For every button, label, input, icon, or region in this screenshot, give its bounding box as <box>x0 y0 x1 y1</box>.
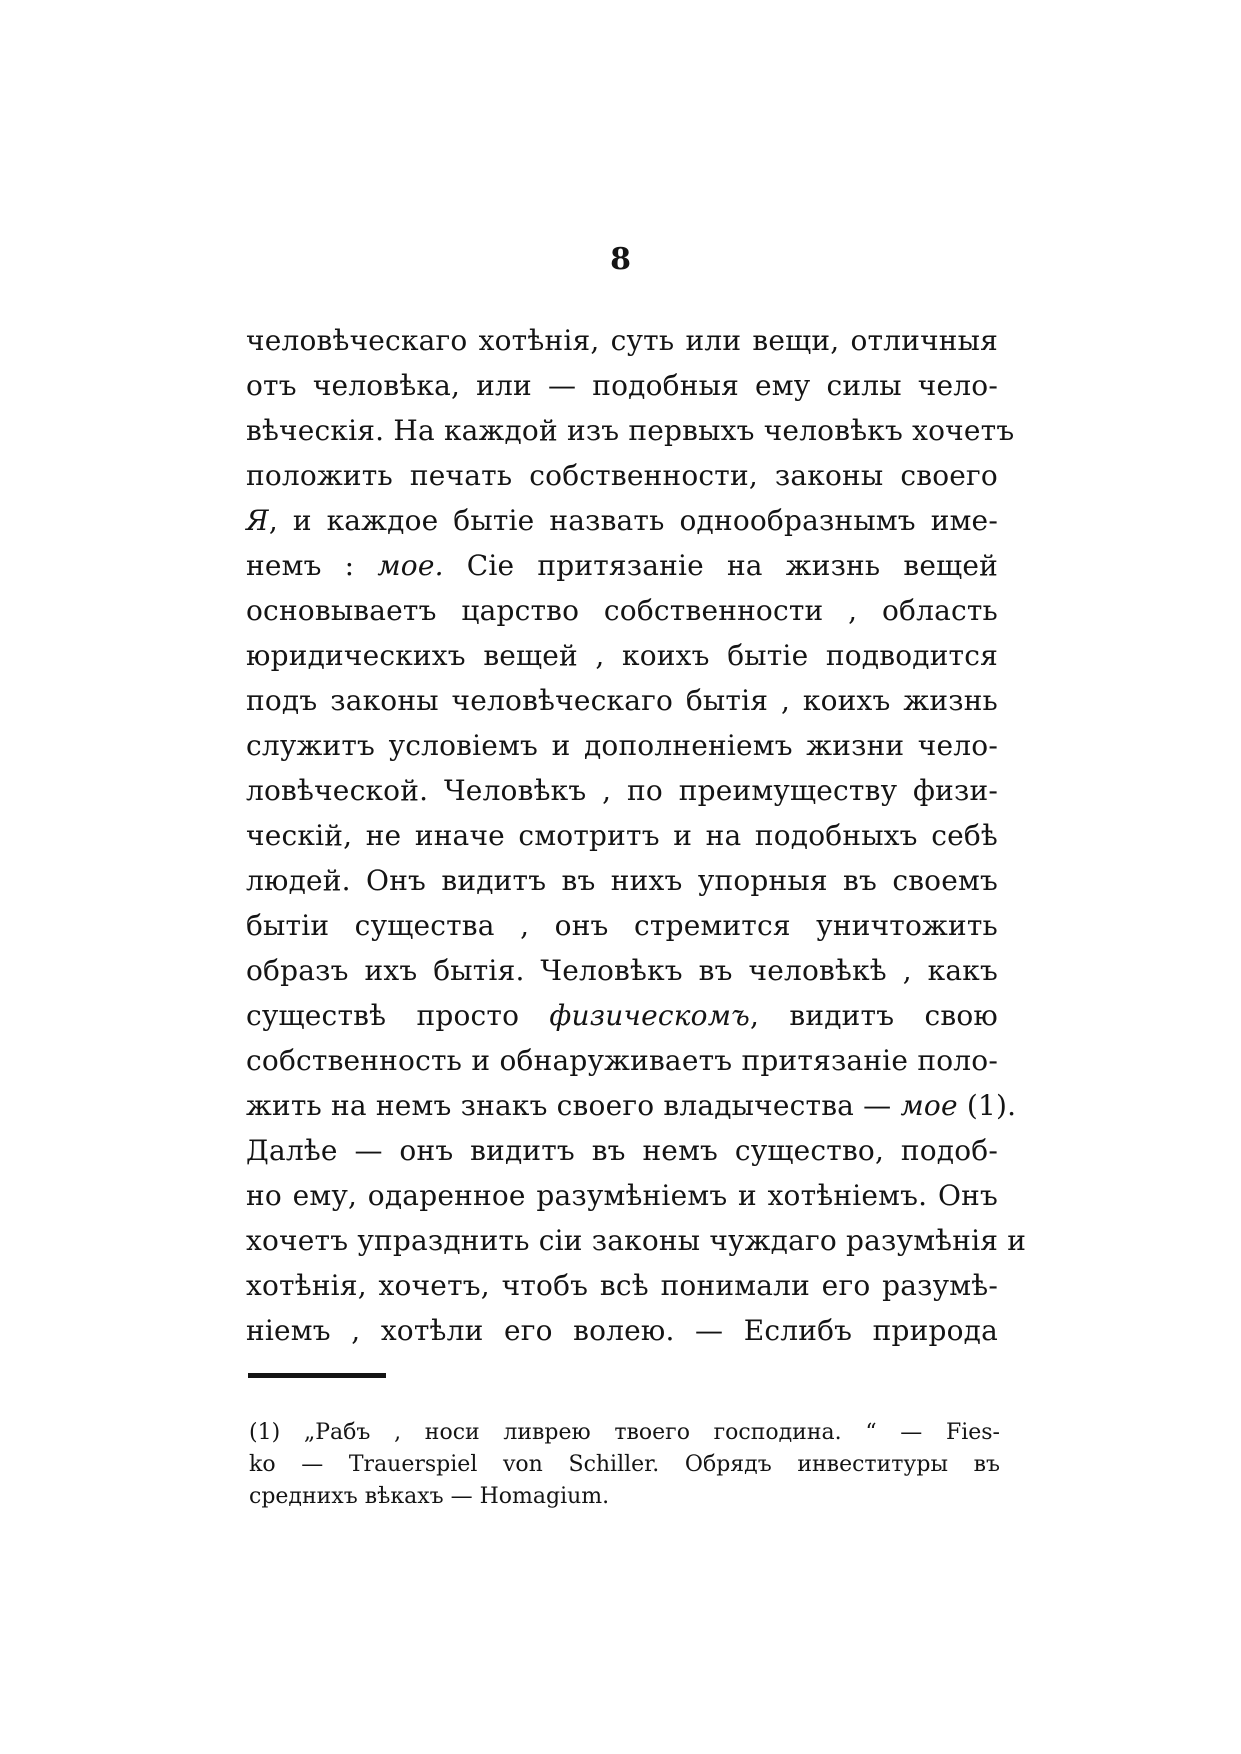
text-line <box>246 543 998 588</box>
text-line: вѣческія. На каждой изъ первыхъ человѣкъ хочетъ <box>246 414 1015 447</box>
text-line <box>246 993 998 1038</box>
text-line: хотѣнія, хочетъ, чтобъ всѣ понимали его разумѣ- <box>246 1269 998 1302</box>
text-line: ніемъ , хотѣли его волею. — Еслибъ природа <box>246 1314 998 1347</box>
text-line: подъ законы человѣческаго бытія , коихъ жизнь <box>246 684 998 717</box>
text-fragment: , и каждое бытіе назвать однообразнымъ име- <box>268 504 998 537</box>
text-line: бытіи существа , онъ стремится уничтожить <box>246 909 998 942</box>
footnote-line: ko — Trauerspiel von Schiller. Обрядъ инвеституры въ <box>249 1452 1000 1477</box>
text-line <box>246 498 998 543</box>
text-line: но ему, одаренное разумѣніемъ и хотѣніемъ. Онъ <box>246 1179 998 1212</box>
text-line: ловѣческой. Человѣкъ , по преимуществу физи- <box>246 774 998 807</box>
text-fragment: существѣ просто <box>246 999 550 1032</box>
text-line: хочетъ упразднить сіи законы чуждаго разумѣнія и <box>246 1224 1027 1257</box>
text-line: образъ ихъ бытія. Человѣкъ въ человѣкѣ , какъ <box>246 954 998 987</box>
text-line: отъ человѣка, или — подобныя ему силы чело- <box>246 369 998 402</box>
italic-text: физическомъ <box>549 999 751 1032</box>
text-fragment: (1). <box>957 1089 1017 1122</box>
italic-text: мое <box>900 1089 958 1122</box>
footnote-divider <box>248 1373 386 1378</box>
footnote-line: (1) „Рабъ , носи ливрею твоего господина. “ — Fies- <box>249 1420 1000 1445</box>
text-line: Далѣе — онъ видитъ въ немъ существо, подоб- <box>246 1134 998 1167</box>
italic-text: Я <box>246 504 269 537</box>
text-line <box>246 1083 1017 1128</box>
text-fragment: жить на немъ знакъ своего владычества — <box>246 1089 901 1122</box>
text-line: основываетъ царство собственности , область <box>246 594 998 627</box>
text-fragment: , видитъ свою <box>750 999 998 1032</box>
footnote <box>249 1417 1000 1513</box>
footnote-line: среднихъ вѣкахъ — Homagium. <box>249 1484 610 1509</box>
text-line: человѣческаго хотѣнія, суть или вещи, отличныя <box>246 324 998 357</box>
text-line: ческій, не иначе смотритъ и на подобныхъ себѣ <box>246 819 998 852</box>
main-text <box>246 318 1027 1353</box>
text-fragment: Сіе притязаніе на жизнь вещей <box>443 549 998 582</box>
italic-text: мое. <box>377 549 444 582</box>
text-line: служитъ условіемъ и дополненіемъ жизни чело- <box>246 729 998 762</box>
text-line: собственность и обнаруживаетъ притязаніе поло- <box>246 1044 998 1077</box>
text-line: юридическихъ вещей , коихъ бытіе подводится <box>246 639 998 672</box>
text-line: положить печать собственности, законы своего <box>246 459 998 492</box>
page-number: 8 <box>610 242 631 277</box>
text-line: людей. Онъ видитъ въ нихъ упорныя въ своемъ <box>246 864 998 897</box>
text-fragment: немъ : <box>246 549 378 582</box>
